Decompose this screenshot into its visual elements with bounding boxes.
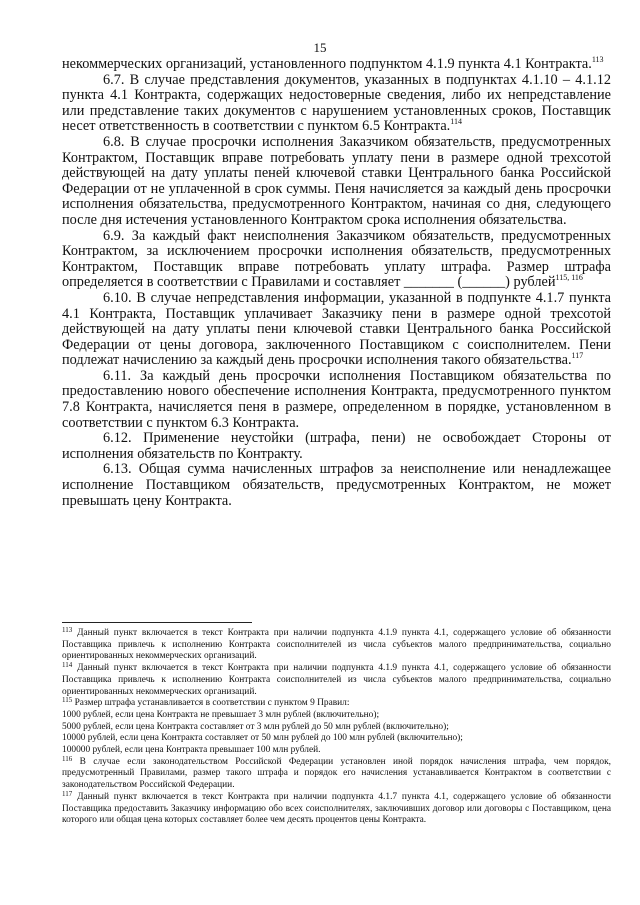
footnote-ref: 117 xyxy=(571,351,584,361)
paragraph-6-8: 6.8. В случае просрочки исполнения Заказчиком обязательств, предусмотренных Контрактом, Поставщик вправе потребовать уплату пени в размере одной трехсотой действующей на дату уплаты пеней ключевой ставки Центрального банка Российской Федерации от не уплаченной в срок суммы. Пеня начисляется за каждый день просрочки исполнения обязательства, предусмотренного Контрактом, начиная со дня, следующего после дня истечения установленного Контрактом срока исполнения обязательства. xyxy=(62,133,611,228)
footnote-ref: 113 xyxy=(591,55,604,64)
footnote-115-line-2: 5000 рублей, если цена Контракта составляет от 3 млн рублей до 50 млн рублей (включительно); xyxy=(62,721,449,732)
paragraph-6-9: 6.9. За каждый факт неисполнения Заказчиком обязательств, предусмотренных Контрактом, за исключением просрочки исполнения обязательств, предусмотренных Контрактом, Поставщик вправе потребовать уплату штрафа. Размер штрафа определяется в соответствии с Правилами и составляет _______ (______) рублей$^{115, 116}$ xyxy=(62,227,611,291)
footnote-115-line-3: 10000 рублей, если цена Контракта составляет от 50 млн рублей до 100 млн рублей (включительно); xyxy=(62,733,463,744)
paragraph-6-10: 6.10. В случае непредставления информации, указанной в подпункте 4.1.7 пункта 4.1 Контракта, Поставщик уплачивает Заказчику пени в размере одной трехсотой действующей на дату уплаты пени ключевой ставки Центрального банка Российской Федерации от цены договора, заключенного Поставщиком с соисполнителем. Пени подлежат начислению за каждый день просрочки исполнения такого обязательства.$^{117}$ xyxy=(62,289,611,369)
footnote-113: $^{113}$ Данный пункт включается в текст Контракта при наличии подпункта 4.1.9 пункта 4.1, содержащего условие об обязанности Поставщика привлечь к исполнению Контракта соисполнителей из числа субъектов малого предпринимательства, социально ориентированных некоммерческих организаций. xyxy=(62,626,612,662)
paragraph-6-13: 6.13. Общая сумма начисленных штрафов за неисполнение или ненадлежащее исполнение Поставщиком обязательств, предусмотренных Контрактом, не может превышать цену Контракта. xyxy=(62,461,611,509)
paragraph-6-12: 6.12. Применение неустойки (штрафа, пени) не освобождает Стороны от исполнения обязательств по Контракту. xyxy=(62,430,611,462)
footnote-ref: 115, 116 xyxy=(555,273,583,283)
main-text xyxy=(62,57,611,509)
page-number: 15 xyxy=(313,40,327,55)
footnote-116: $^{116}$ В случае если законодательством Российской Федерации установлен иной порядок начисления штрафа, чем порядок, предусмотренный Правилами, размер такого штрафа и порядок его начисления устанавливается Контрактом в соответствии с законодательством Российской Федерации. xyxy=(62,754,612,791)
footnote-115-line-1: 1000 рублей, если цена Контракта не превышает 3 млн рублей (включительно); xyxy=(62,709,380,720)
footnote-117: $^{117}$ Данный пункт включается в текст Контракта при наличии подпункта 4.1.7 пункта 4.1, содержащего условие об обязанности Поставщика предоставить Заказчику информацию обо всех соисполнителях, заключивших договор или договоры с Поставщиком, цена которого или общая цена которых составляет более чем десять процентов цены Контракта. xyxy=(62,789,612,826)
footnote-115: $^{115}$ Размер штрафа устанавливается в соответствии с пунктом 9 Правил: xyxy=(62,696,350,709)
footnote-separator xyxy=(62,622,252,623)
footnote-114: $^{114}$ Данный пункт включается в текст Контракта при наличии подпункта 4.1.9 пункта 4.1, содержащего условие об обязанности Поставщика привлечь к исполнению Контракта соисполнителей из числа субъектов малого предпринимательства, социально ориентированных некоммерческих организаций. xyxy=(62,661,612,697)
footnote-115-line-4: 100000 рублей, если цена Контракта превышает 100 млн рублей. xyxy=(62,745,321,756)
footnote-ref: 114 xyxy=(450,117,462,127)
paragraph-6-6-end: некоммерческих организаций, установленного подпунктом 4.1.9 пункта 4.1 Контракта.$^{113}$ xyxy=(62,55,604,72)
footnotes xyxy=(62,628,611,827)
paragraph-6-11: 6.11. За каждый день просрочки исполнения Поставщиком обязательства по предоставлению нового обеспечение исполнения Контракта, предусмотренного пунктом 7.8 Контракта, начисляется пеня в размере, определенном в порядке, установленном в соответствии с пунктом 6.3 Контракта. xyxy=(62,367,611,431)
paragraph-6-7: 6.7. В случае представления документов, указанных в подпунктах 4.1.10 – 4.1.12 пункта 4.1 Контракта, содержащих недостоверные сведения, либо их непредставление или представление таких документов с нарушением установленных сроков, Поставщик несет ответственность в соответствии с пунктом 6.5 Контракта.$^{114}$ xyxy=(62,71,611,135)
